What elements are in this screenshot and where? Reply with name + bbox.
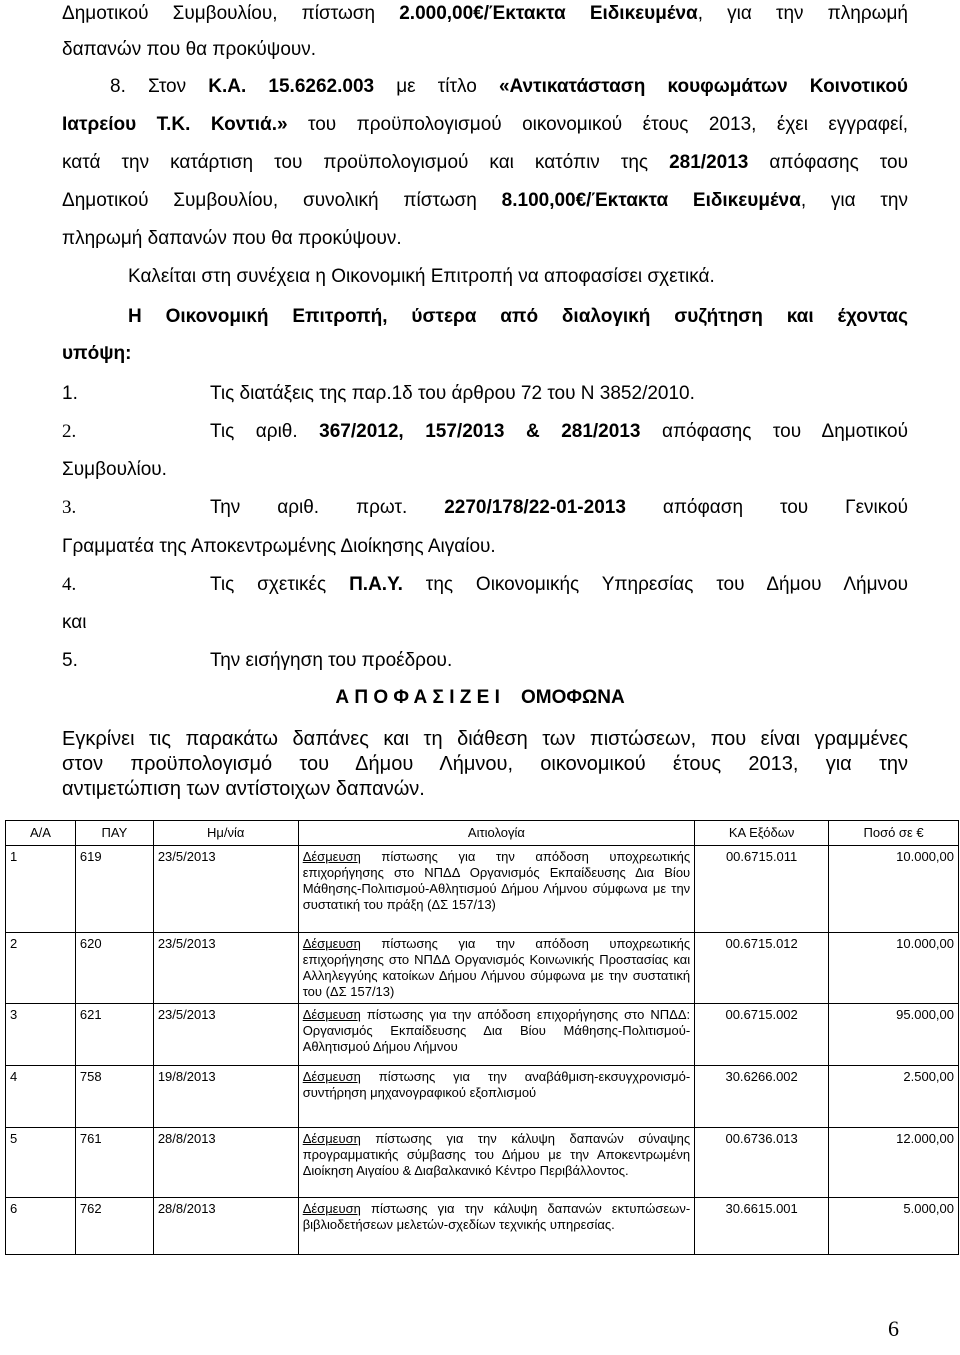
- item-8-line: Ιατρείου Τ.Κ. Κοντιά.» του προϋπολογισμού οικονομικού έτους 2013, έχει εγγραφεί,: [62, 114, 908, 135]
- table-row: [6, 1198, 959, 1255]
- consideration-item: 5. Την εισήγηση του προέδρου.: [62, 650, 453, 671]
- header-reason: Αιτιολογία: [298, 821, 694, 846]
- cell-code: 00.6715.011: [695, 846, 829, 933]
- cell-pay: 762: [75, 1198, 153, 1255]
- cell-date: 28/8/2013: [153, 1128, 298, 1198]
- call-line: Καλείται στη συνέχεια η Οικονομική Επιτροπή να αποφασίσει σχετικά.: [128, 266, 715, 287]
- cell-aa: 1: [6, 846, 76, 933]
- approval-line: Εγκρίνει τις παρακάτω δαπάνες και τη διάθεση των πιστώσεων, που είναι γραμμένες: [62, 728, 908, 750]
- header-date: Ημ/νία: [153, 821, 298, 846]
- cell-reason: Δέσμευση πίστωσης για την κάλυψη δαπανών σύναψης προγραμματικής σύμβασης του Δήμου με την Αποκεντρωμένη Διοίκηση Αιγαίου & Διαβαλκανικό Κέντρο Περιβάλλοντος.: [298, 1128, 694, 1198]
- cell-date: 19/8/2013: [153, 1066, 298, 1128]
- cell-aa: 2: [6, 933, 76, 1004]
- decision-title: Α Π Ο Φ Α Σ Ι Ζ Ε Ι ΟΜΟΦΩΝΑ: [335, 687, 625, 708]
- approval-line: αντιμετώπιση των αντίστοιχων δαπανών.: [62, 778, 425, 800]
- cell-pay: 761: [75, 1128, 153, 1198]
- cell-date: 23/5/2013: [153, 933, 298, 1004]
- table-row: [6, 846, 959, 933]
- cell-reason: Δέσμευση πίστωσης για την απόδοση υποχρεωτικής επιχορήγησης στο ΝΠΔΔ Οργανισμός Εκπαίδευσης Δια Βίου Μάθησης-Πολιτισμού-Αθλητισμού Δήμου Λήμνου σύμφωνα με την συστατική του πράξη (ΔΣ 157/13): [298, 846, 694, 933]
- consideration-item: 2. Τις αριθ. 367/2012, 157/2013 & 281/2013 απόφασης του Δημοτικού: [62, 421, 909, 442]
- paragraph-line: Δημοτικού Συμβουλίου, πίστωση 2.000,00€/Έκτακτα Ειδικευμένα, για την πληρωμή: [62, 3, 908, 24]
- cell-code: 00.6715.012: [695, 933, 829, 1004]
- committee-line: υπόψη:: [62, 343, 132, 364]
- cell-pay: 619: [75, 846, 153, 933]
- cell-date: 28/8/2013: [153, 1198, 298, 1255]
- table-row: [6, 1128, 959, 1198]
- item-8-line: Δημοτικού Συμβουλίου, συνολική πίστωση 8.100,00€/Έκτακτα Ειδικευμένα, για την: [62, 190, 908, 211]
- cell-amount: 95.000,00: [829, 1004, 959, 1066]
- cell-aa: 6: [6, 1198, 76, 1255]
- cell-date: 23/5/2013: [153, 1004, 298, 1066]
- cell-amount: 5.000,00: [829, 1198, 959, 1255]
- consideration-item: 1. Τις διατάξεις της παρ.1δ του άρθρου 72 του Ν 3852/2010.: [62, 383, 695, 404]
- expenses-table: [5, 820, 959, 1255]
- cell-aa: 5: [6, 1128, 76, 1198]
- table-row: [6, 1004, 959, 1066]
- cell-date: 23/5/2013: [153, 846, 298, 933]
- cell-amount: 10.000,00: [829, 933, 959, 1004]
- item-8-line: πληρωμή δαπανών που θα προκύψουν.: [62, 228, 402, 249]
- header-code: ΚΑ Εξόδων: [695, 821, 829, 846]
- cell-pay: 621: [75, 1004, 153, 1066]
- table-row: [6, 933, 959, 1004]
- committee-line: Η Οικονομική Επιτροπή, ύστερα από διαλογική συζήτηση και έχοντας: [128, 306, 908, 327]
- cell-reason: Δέσμευση πίστωσης για την απόδοση υποχρεωτικής επιχορήγησης στο ΝΠΔΔ Οργανισμός Κοινωνικής Προστασίας και Αλληλεγγύης κατοίκων Δήμου Λήμνου σύμφωνα με την συστατική του (ΔΣ 157/13): [298, 933, 694, 1004]
- table-header-row: [6, 821, 959, 846]
- cell-code: 30.6615.001: [695, 1198, 829, 1255]
- cell-amount: 2.500,00: [829, 1066, 959, 1128]
- consideration-item: Γραμματέα της Αποκεντρωμένης Διοίκησης Αιγαίου.: [62, 536, 496, 557]
- cell-code: 00.6736.013: [695, 1128, 829, 1198]
- consideration-item: 4. Τις σχετικές Π.Α.Υ. της Οικονομικής Υπηρεσίας του Δήμου Λήμνου: [62, 574, 908, 595]
- cell-aa: 4: [6, 1066, 76, 1128]
- table-row: [6, 1066, 959, 1128]
- header-aa: Α/Α: [6, 821, 76, 846]
- item-8-line: κατά την κατάρτιση του προϋπολογισμού και κατόπιν της 281/2013 απόφασης του: [62, 152, 908, 173]
- cell-amount: 12.000,00: [829, 1128, 959, 1198]
- cell-pay: 620: [75, 933, 153, 1004]
- header-amount: Ποσό σε €: [829, 821, 959, 846]
- consideration-item: και: [62, 612, 87, 633]
- item-8-line: 8. Στον Κ.Α. 15.6262.003 με τίτλο «Αντικατάσταση κουφωμάτων Κοινοτικού: [110, 76, 908, 97]
- cell-code: 30.6266.002: [695, 1066, 829, 1128]
- cell-reason: Δέσμευση πίστωσης για την απόδοση επιχορήγησης στο ΝΠΔΔ: Οργανισμός Εκπαίδευσης Δια Βίου Μάθησης-Πολιτισμού-Αθλητισμού Δήμου Λήμνου: [298, 1004, 694, 1066]
- consideration-item: 3. Την αριθ. πρωτ. 2270/178/22-01-2013 απόφαση του Γενικού: [62, 497, 909, 518]
- approval-line: στον προϋπολογισμό του Δήμου Λήμνου, οικονομικού έτους 2013, για την: [62, 753, 908, 775]
- cell-pay: 758: [75, 1066, 153, 1128]
- consideration-item: Συμβουλίου.: [62, 459, 167, 480]
- cell-code: 00.6715.002: [695, 1004, 829, 1066]
- cell-aa: 3: [6, 1004, 76, 1066]
- cell-amount: 10.000,00: [829, 846, 959, 933]
- cell-reason: Δέσμευση πίστωσης για την κάλυψη δαπανών εκτυπώσεων-βιβλιοδετήσεων μελετών-σχεδίων τεχνικής υπηρεσίας.: [298, 1198, 694, 1255]
- cell-reason: Δέσμευση πίστωσης για την αναβάθμιση-εκσυγχρονισμό-συντήρηση μηχανογραφικού εξοπλισμού: [298, 1066, 694, 1128]
- paragraph-line: δαπανών που θα προκύψουν.: [62, 39, 317, 60]
- header-pay: ΠΑΥ: [75, 821, 153, 846]
- page-number: 6: [888, 1316, 899, 1341]
